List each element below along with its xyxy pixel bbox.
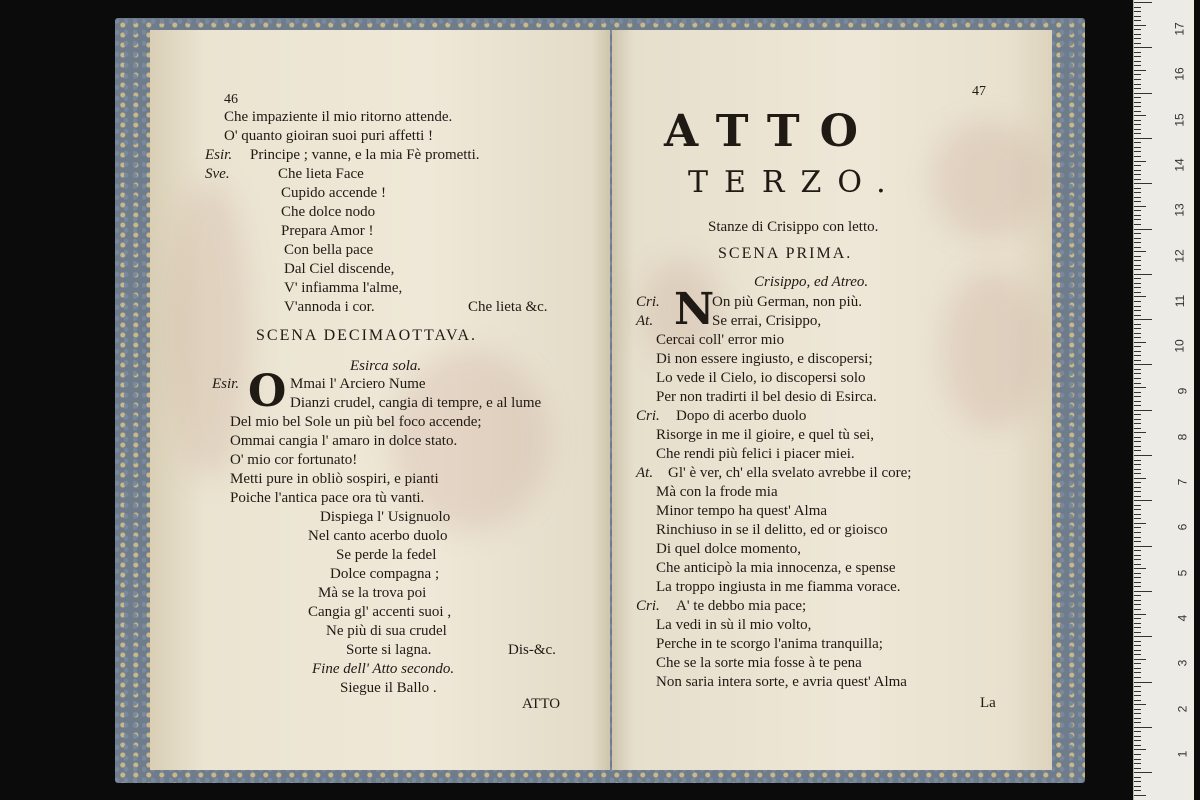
verse-line: Cangia gl' accenti suoi , — [308, 604, 452, 620]
ruler-label: 13 — [1172, 203, 1187, 217]
ruler-tick — [1134, 455, 1152, 456]
ruler-tick — [1134, 582, 1141, 583]
ruler-tick — [1134, 727, 1152, 728]
ruler-tick — [1134, 373, 1141, 374]
ruler-tick — [1134, 623, 1141, 624]
ruler-label: 3 — [1175, 659, 1190, 667]
drop-capital: N — [674, 284, 715, 335]
verse-line: Se errai, Crisippo, — [712, 313, 822, 329]
ruler-tick — [1134, 16, 1141, 17]
ruler-tick — [1134, 346, 1141, 347]
ruler-tick — [1134, 609, 1141, 610]
ruler-tick — [1134, 47, 1152, 48]
ruler-tick — [1134, 324, 1141, 325]
ruler-tick — [1134, 401, 1141, 402]
ruler-tick — [1134, 405, 1141, 406]
text-line: O' quanto gioiran suoi puri affetti ! — [224, 128, 434, 144]
ruler-tick — [1134, 106, 1141, 107]
ruler-tick — [1134, 428, 1141, 429]
verse-line: Che anticipò la mia innocenza, e spense — [656, 560, 896, 576]
ruler-tick — [1134, 591, 1152, 592]
ruler-tick — [1134, 749, 1146, 750]
ruler-tick — [1134, 278, 1141, 279]
verse-line: A' te debbo mia pace; — [676, 598, 807, 614]
ruler-tick — [1134, 129, 1141, 130]
ruler-tick — [1134, 722, 1141, 723]
ruler-tick — [1134, 795, 1146, 796]
ruler-tick — [1134, 165, 1141, 166]
ruler-tick — [1134, 292, 1141, 293]
verse-line: Sorte si lagna. — [346, 642, 432, 658]
ruler-tick — [1134, 392, 1141, 393]
ruler-tick — [1134, 604, 1141, 605]
speaker-label: Cri. — [636, 294, 660, 310]
ruler-label: 9 — [1175, 388, 1190, 395]
ruler-tick — [1134, 29, 1141, 30]
ruler-tick — [1134, 7, 1141, 8]
ruler-tick — [1134, 138, 1152, 139]
ruler-tick — [1134, 215, 1141, 216]
ruler-tick — [1134, 2, 1152, 3]
ruler-tick — [1134, 736, 1141, 737]
setting: Stanze di Crisippo con letto. — [708, 219, 879, 235]
ruler-tick — [1134, 496, 1141, 497]
ruler-tick — [1134, 550, 1141, 551]
ruler-tick — [1134, 763, 1141, 764]
ruler-tick — [1134, 70, 1146, 71]
ruler-tick — [1134, 301, 1141, 302]
text-line: Dal Ciel discende, — [284, 261, 395, 277]
verse-line: Dis-&c. — [508, 642, 556, 658]
ruler-tick — [1134, 251, 1146, 252]
speaker-label: Sve. — [205, 166, 230, 182]
ruler-tick — [1134, 269, 1141, 270]
ruler-tick — [1134, 618, 1141, 619]
text-line: V'annoda i cor. — [284, 299, 375, 315]
ruler-tick — [1134, 446, 1141, 447]
ruler-tick — [1134, 97, 1141, 98]
verse-line: Perche in te scorgo l'anima tranquilla; — [656, 636, 883, 652]
ruler-tick — [1134, 627, 1141, 628]
ruler-tick — [1134, 369, 1141, 370]
ruler-tick — [1134, 120, 1141, 121]
ruler-tick — [1134, 296, 1146, 297]
speaker-label: Cri. — [636, 598, 660, 614]
ruler-tick — [1134, 360, 1141, 361]
ruler-tick — [1134, 102, 1141, 103]
ruler-tick — [1134, 310, 1141, 311]
verse-line: Lo vede il Cielo, io discopersi solo — [656, 370, 866, 386]
ruler-tick — [1134, 183, 1152, 184]
ruler-tick — [1134, 79, 1141, 80]
ruler-tick — [1134, 568, 1146, 569]
ruler-tick — [1134, 419, 1141, 420]
ruler-tick — [1134, 731, 1141, 732]
catchword: ATTO — [522, 696, 561, 712]
ruler-tick — [1134, 74, 1141, 75]
ruler-tick — [1134, 147, 1141, 148]
ruler-tick — [1134, 564, 1141, 565]
ruler-tick — [1134, 88, 1141, 89]
verse-line: Cercai coll' error mio — [656, 332, 785, 348]
scene-title: SCENA PRIMA. — [718, 245, 853, 262]
ruler-tick — [1134, 659, 1146, 660]
ruler-tick — [1134, 709, 1141, 710]
verse-line: Mmai l' Arciero Nume — [290, 376, 426, 392]
ruler-tick — [1134, 546, 1152, 547]
verse-line: Rinchiuso in se il delitto, ed or gioisco — [656, 522, 888, 538]
ruler-tick — [1134, 754, 1141, 755]
ruler-tick — [1134, 355, 1141, 356]
ruler-tick — [1134, 614, 1146, 615]
act-title: ATTO — [664, 106, 878, 157]
ruler-tick — [1134, 541, 1141, 542]
ruler-tick — [1134, 306, 1141, 307]
ruler-tick — [1134, 555, 1141, 556]
verse-line: Di quel dolce momento, — [656, 541, 801, 557]
ruler-tick — [1134, 537, 1141, 538]
ruler-tick — [1134, 111, 1141, 112]
drop-capital: O — [248, 366, 287, 417]
ruler-tick — [1134, 450, 1141, 451]
ruler-tick — [1134, 663, 1141, 664]
ruler-label: 1 — [1175, 750, 1190, 758]
ruler-tick — [1134, 383, 1141, 384]
ruler-tick — [1134, 668, 1141, 669]
ruler-tick — [1134, 432, 1146, 433]
ruler-tick — [1134, 156, 1141, 157]
ruler-tick — [1134, 142, 1141, 143]
ruler-tick — [1134, 179, 1141, 180]
ruler-tick — [1134, 441, 1141, 442]
ruler-tick — [1134, 768, 1141, 769]
page-number: 47 — [972, 84, 986, 99]
ruler-tick — [1134, 242, 1141, 243]
text-line: Che lieta Face — [278, 166, 364, 182]
ruler-tick — [1134, 645, 1141, 646]
ruler-tick — [1134, 161, 1146, 162]
ruler-tick — [1134, 464, 1141, 465]
ruler-tick — [1134, 387, 1146, 388]
verse-line: Siegue il Ballo . — [340, 680, 437, 696]
speaker-label: At. — [636, 313, 654, 329]
ruler-tick — [1134, 469, 1141, 470]
verse-line: La troppo ingiusta in me fiamma vorace. — [656, 579, 901, 595]
catchword: La — [980, 695, 996, 711]
text-line: Con bella pace — [284, 242, 374, 258]
ruler-tick — [1134, 437, 1141, 438]
ruler-tick — [1134, 491, 1141, 492]
ruler-tick — [1134, 718, 1141, 719]
verse-line: Che rendi più felici i piacer miei. — [656, 446, 855, 462]
ruler-tick — [1134, 224, 1141, 225]
verse-line: Che se la sorte mia fosse à te pena — [656, 655, 862, 671]
ruler-tick — [1134, 482, 1141, 483]
verse-line: Poiche l'antica pace ora tù vanti. — [230, 490, 425, 506]
ruler-tick — [1134, 691, 1141, 692]
ruler-tick — [1134, 219, 1141, 220]
verse-line: Non saria intera sorte, e avria quest' Alma — [656, 674, 907, 690]
ruler-tick — [1134, 532, 1141, 533]
ruler-tick — [1134, 378, 1141, 379]
ruler-tick — [1134, 650, 1141, 651]
verse-line: Dianzi crudel, cangia di tempre, e al lume — [290, 395, 542, 411]
ruler-tick — [1134, 790, 1141, 791]
ruler-label: 16 — [1172, 67, 1187, 81]
ruler-tick — [1134, 328, 1141, 329]
ruler-tick — [1134, 677, 1141, 678]
act-subtitle: TERZO. — [688, 165, 902, 200]
ruler-tick — [1134, 20, 1141, 21]
ruler-tick — [1134, 25, 1146, 26]
ruler-tick — [1134, 514, 1141, 515]
left-page — [150, 30, 610, 770]
ruler-tick — [1134, 65, 1141, 66]
verse-line: On più German, non più. — [712, 294, 862, 310]
ruler-tick — [1134, 641, 1141, 642]
ruler-label: 17 — [1172, 22, 1187, 36]
ruler-tick — [1134, 364, 1152, 365]
verse-line: Mà con la frode mia — [656, 484, 778, 500]
ruler-tick — [1134, 342, 1146, 343]
act-end-note: Fine dell' Atto secondo. — [312, 661, 455, 677]
ruler-tick — [1134, 201, 1141, 202]
speaker-label: Cri. — [636, 408, 660, 424]
ruler-tick — [1134, 460, 1141, 461]
ruler-tick — [1134, 133, 1141, 134]
ruler-tick — [1134, 636, 1152, 637]
verse-line: Per non tradirti il bel desio di Esirca. — [656, 389, 877, 405]
stage-direction: Esirca sola. — [350, 358, 422, 374]
ruler-tick — [1134, 573, 1141, 574]
ruler-label: 11 — [1172, 294, 1187, 308]
ruler-tick — [1134, 695, 1141, 696]
ruler-tick — [1134, 682, 1152, 683]
ruler-tick — [1134, 686, 1141, 687]
ruler-tick — [1134, 34, 1141, 35]
ruler-tick — [1134, 283, 1141, 284]
text-line: V' infiamma l'alme, — [284, 280, 403, 296]
ruler-tick — [1134, 52, 1141, 53]
ruler-tick — [1134, 115, 1146, 116]
verse-line: Ommai cangia l' amaro in dolce stato. — [230, 433, 458, 449]
verse-line: Minor tempo ha quest' Alma — [656, 503, 828, 519]
verse-line: Nel canto acerbo duolo — [308, 528, 448, 544]
ruler-tick — [1134, 704, 1146, 705]
ruler-tick — [1134, 781, 1141, 782]
ruler-tick — [1134, 759, 1141, 760]
ruler-tick — [1134, 577, 1141, 578]
ruler-tick — [1134, 478, 1146, 479]
verse-line: Se perde la fedel — [336, 547, 437, 563]
ruler-label: 14 — [1172, 158, 1187, 172]
ruler-tick — [1134, 265, 1141, 266]
stain — [932, 120, 1042, 240]
text-line: Principe ; vanne, e la mia Fè prometti. — [250, 147, 480, 163]
ruler-tick — [1134, 423, 1141, 424]
verse-line: Dopo di acerbo duolo — [676, 408, 807, 424]
text-line: Che lieta &c. — [468, 299, 548, 315]
ruler-tick — [1134, 777, 1141, 778]
ruler-label: 10 — [1172, 339, 1187, 353]
ruler-label: 12 — [1172, 248, 1187, 263]
verse-line: O' mio cor fortunato! — [230, 452, 358, 468]
ruler-tick — [1134, 523, 1146, 524]
ruler-tick — [1134, 170, 1141, 171]
ruler-tick — [1134, 333, 1141, 334]
ruler-tick — [1134, 772, 1152, 773]
ruler-tick — [1134, 654, 1141, 655]
ruler-tick — [1134, 414, 1141, 415]
ruler-tick — [1134, 410, 1152, 411]
ruler-label: 5 — [1175, 569, 1190, 576]
ruler-tick — [1134, 210, 1141, 211]
ruler-tick — [1134, 260, 1141, 261]
ruler-tick — [1134, 500, 1152, 501]
measuring-ruler — [1133, 0, 1194, 800]
right-page — [612, 30, 1052, 770]
ruler-tick — [1134, 61, 1141, 62]
ruler-tick — [1134, 315, 1141, 316]
speaker-label: At. — [636, 465, 654, 481]
ruler-tick — [1134, 672, 1141, 673]
ruler-tick — [1134, 527, 1141, 528]
text-line: Che dolce nodo — [281, 204, 376, 220]
ruler-tick — [1134, 319, 1152, 320]
verse-line: Gl' è ver, ch' ella svelato avrebbe il core; — [668, 465, 912, 481]
characters: Crisippo, ed Atreo. — [754, 274, 869, 290]
text-line: Che impaziente il mio ritorno attende. — [224, 109, 453, 125]
ruler-tick — [1134, 786, 1141, 787]
ruler-tick — [1134, 274, 1152, 275]
ruler-tick — [1134, 559, 1141, 560]
speaker-label: Esir. — [212, 376, 240, 392]
stain — [942, 270, 1042, 430]
verse-line: La vedi in sù il mio volto, — [656, 617, 812, 633]
verse-line: Di non essere ingiusto, e discopersi; — [656, 351, 873, 367]
ruler-label: 7 — [1175, 478, 1190, 486]
ruler-tick — [1134, 351, 1141, 352]
ruler-tick — [1134, 233, 1141, 234]
page-number: 46 — [224, 92, 238, 107]
ruler-label: 15 — [1172, 112, 1187, 127]
ruler-label: 2 — [1175, 705, 1190, 712]
ruler-tick — [1134, 473, 1141, 474]
ruler-tick — [1134, 745, 1141, 746]
ruler-tick — [1134, 396, 1141, 397]
ruler-tick — [1134, 151, 1141, 152]
verse-line: Dolce compagna ; — [330, 566, 440, 582]
ruler-tick — [1134, 188, 1141, 189]
ruler-tick — [1134, 700, 1141, 701]
verse-line: Ne più di sua crudel — [326, 623, 447, 639]
verse-line: Del mio bel Sole un più bel foco accende; — [230, 414, 482, 430]
ruler-tick — [1134, 713, 1141, 714]
ruler-tick — [1134, 595, 1141, 596]
ruler-tick — [1134, 518, 1141, 519]
ruler-tick — [1134, 600, 1141, 601]
text-line: Prepara Amor ! — [281, 223, 374, 239]
ruler-tick — [1134, 206, 1146, 207]
ruler-tick — [1134, 487, 1141, 488]
ruler-tick — [1134, 505, 1141, 506]
scene-title: SCENA DECIMAOTTAVA. — [256, 327, 478, 344]
ruler-tick — [1134, 11, 1141, 12]
text-line: Cupido accende ! — [281, 185, 386, 201]
ruler-tick — [1134, 197, 1141, 198]
ruler-tick — [1134, 174, 1141, 175]
ruler-label: 8 — [1175, 433, 1190, 441]
ruler-tick — [1134, 287, 1141, 288]
ruler-tick — [1134, 124, 1141, 125]
ruler-tick — [1134, 84, 1141, 85]
ruler-tick — [1134, 38, 1141, 39]
ruler-label: 4 — [1175, 614, 1190, 622]
ruler-tick — [1134, 229, 1152, 230]
ruler-tick — [1134, 509, 1141, 510]
ruler-tick — [1134, 740, 1141, 741]
ruler-tick — [1134, 632, 1141, 633]
ruler-label: 6 — [1175, 523, 1190, 531]
verse-line: Dispiega l' Usignuolo — [320, 509, 451, 525]
ruler-tick — [1134, 93, 1152, 94]
ruler-tick — [1134, 56, 1141, 57]
verse-line: Risorge in me il gioire, e quel tù sei, — [656, 427, 875, 443]
verse-line: Mà se la trova poi — [318, 585, 427, 601]
ruler-tick — [1134, 192, 1141, 193]
ruler-tick — [1134, 586, 1141, 587]
ruler-tick — [1134, 337, 1141, 338]
ruler-tick — [1134, 238, 1141, 239]
ruler-tick — [1134, 43, 1141, 44]
speaker-label: Esir. — [205, 147, 233, 163]
ruler-tick — [1134, 256, 1141, 257]
verse-line: Metti pure in obliò sospiri, e pianti — [230, 471, 439, 487]
ruler-tick — [1134, 247, 1141, 248]
